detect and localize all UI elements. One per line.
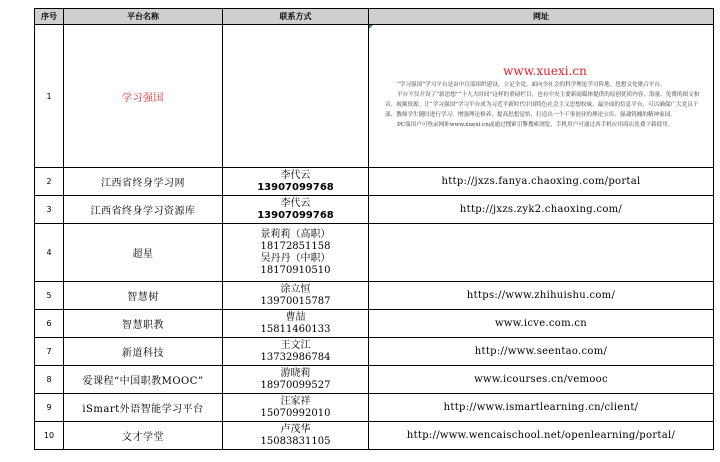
contact-name: 李代云 bbox=[280, 197, 311, 209]
website-url[interactable]: http://www.ismartlearning.cn/client/ bbox=[369, 394, 714, 422]
platform-name: 文才学堂 bbox=[64, 422, 223, 450]
contact-cell bbox=[223, 196, 369, 224]
table-row bbox=[35, 224, 714, 282]
table-row bbox=[35, 310, 714, 338]
table-row bbox=[35, 282, 714, 310]
contact-cell bbox=[223, 25, 369, 168]
table-row bbox=[35, 338, 714, 366]
contact-phone: 18170910510 bbox=[260, 264, 331, 276]
contact-cell bbox=[223, 282, 369, 310]
description-paragraph: PC端用户可登录网址www.xuexi.cn或通过搜索引擎搜索浏览，手机用户可通过各手机应用商店免费下载使用。 bbox=[397, 122, 674, 128]
contact-name: 王文江 bbox=[280, 339, 311, 351]
website-url[interactable] bbox=[369, 224, 714, 282]
website-url[interactable]: www.icve.com.cn bbox=[369, 310, 714, 338]
contact-cell bbox=[223, 338, 369, 366]
row-index: 5 bbox=[35, 282, 64, 310]
contact-phone: 18970099527 bbox=[260, 379, 331, 391]
platform-name: 江西省终身学习资源库 bbox=[64, 196, 223, 224]
table-row bbox=[35, 394, 714, 422]
description-paragraph: 平台不仅开设了“新思想”“十九大时间”这样的重磅栏目，也有中央主要新闻媒体提供的原创优质内容、海量、免费的图文和音、视频资源。让“学习强国”学习平台成为习近平新时代中国特色社会主义思想权威、最全面的信息平台，可以确保广大党员干部、教师学生随时进行学习，增强理论修养，提高思想觉悟，打造出一个干事创业的理论宝库、强魂铸魄的精神家园。 bbox=[385, 92, 700, 118]
website-url[interactable]: http://www.wencaischool.net/openlearning/portal/ bbox=[369, 422, 714, 450]
contact-cell bbox=[223, 422, 369, 450]
header-platform: 平台名称 bbox=[64, 9, 223, 25]
contact-name: 吴丹丹（中职） bbox=[260, 252, 331, 264]
platform-name: 智慧树 bbox=[64, 282, 223, 310]
contact-cell bbox=[223, 366, 369, 394]
website-url[interactable]: www.icourses.cn/vemooc bbox=[369, 366, 714, 394]
contact-phone: 13732986784 bbox=[260, 351, 331, 363]
contact-cell bbox=[223, 310, 369, 338]
row-index: 3 bbox=[35, 196, 64, 224]
row-index: 10 bbox=[35, 422, 64, 450]
platform-name: 爱课程“中国职教MOOC” bbox=[64, 366, 223, 394]
row-index: 7 bbox=[35, 338, 64, 366]
contact-phone: 13970015787 bbox=[260, 295, 331, 307]
contact-name: 游晓莉 bbox=[280, 367, 311, 379]
contact-phone: 13907099768 bbox=[257, 181, 334, 193]
contact-phone: 15070992010 bbox=[260, 407, 331, 419]
row-index: 1 bbox=[35, 25, 64, 168]
platform-table bbox=[34, 8, 714, 450]
contact-phone: 15811460133 bbox=[260, 323, 331, 335]
platform-name: iSmart外语智能学习平台 bbox=[64, 394, 223, 422]
description-paragraph: “学习强国”学习平台是由中宣部组织建设，立足全党、面向全社会的科学理论学习阵地、思想文化聚合平台。 bbox=[397, 82, 666, 88]
contact-phone: 15083831105 bbox=[260, 435, 331, 447]
contact-name: 李代云 bbox=[280, 169, 311, 181]
contact-phone: 13907099768 bbox=[257, 209, 334, 221]
platform-name: 超星 bbox=[64, 224, 223, 282]
contact-cell bbox=[223, 394, 369, 422]
platform-name: 学习强国 bbox=[64, 25, 223, 168]
website-url[interactable]: http://www.seentao.com/ bbox=[369, 338, 714, 366]
website-url[interactable]: https://www.zhihuishu.com/ bbox=[369, 282, 714, 310]
header-contact: 联系方式 bbox=[223, 9, 369, 25]
row-index: 8 bbox=[35, 366, 64, 394]
header-website: 网址 bbox=[369, 9, 714, 25]
website-description-cell bbox=[369, 25, 714, 168]
contact-cell bbox=[223, 168, 369, 196]
table-row bbox=[35, 168, 714, 196]
header-row bbox=[35, 9, 714, 25]
contact-name: 涂立恒 bbox=[280, 283, 311, 295]
row-index: 6 bbox=[35, 310, 64, 338]
contact-name: 曹喆 bbox=[285, 311, 306, 323]
row-index: 2 bbox=[35, 168, 64, 196]
table-row bbox=[35, 422, 714, 450]
row-index: 4 bbox=[35, 224, 64, 282]
row-index: 9 bbox=[35, 394, 64, 422]
table-row bbox=[35, 366, 714, 394]
contact-cell bbox=[223, 224, 369, 282]
header-index: 序号 bbox=[35, 9, 64, 25]
platform-name: 新道科技 bbox=[64, 338, 223, 366]
website-url[interactable]: http://jxzs.fanya.chaoxing.com/portal bbox=[369, 168, 714, 196]
platform-name: 智慧职教 bbox=[64, 310, 223, 338]
contact-name: 景莉莉（高职） bbox=[260, 228, 331, 240]
contact-name: 汪家祥 bbox=[280, 395, 311, 407]
contact-name: 卢茂华 bbox=[280, 423, 311, 435]
comment-marker-icon bbox=[369, 25, 373, 29]
table-row bbox=[35, 25, 714, 168]
site-title[interactable]: www.xuexi.cn bbox=[503, 64, 587, 78]
contact-phone: 18172851158 bbox=[260, 240, 331, 252]
website-url[interactable]: http://jxzs.zyk2.chaoxing.com/ bbox=[369, 196, 714, 224]
platform-name: 江西省终身学习网 bbox=[64, 168, 223, 196]
table-row bbox=[35, 196, 714, 224]
